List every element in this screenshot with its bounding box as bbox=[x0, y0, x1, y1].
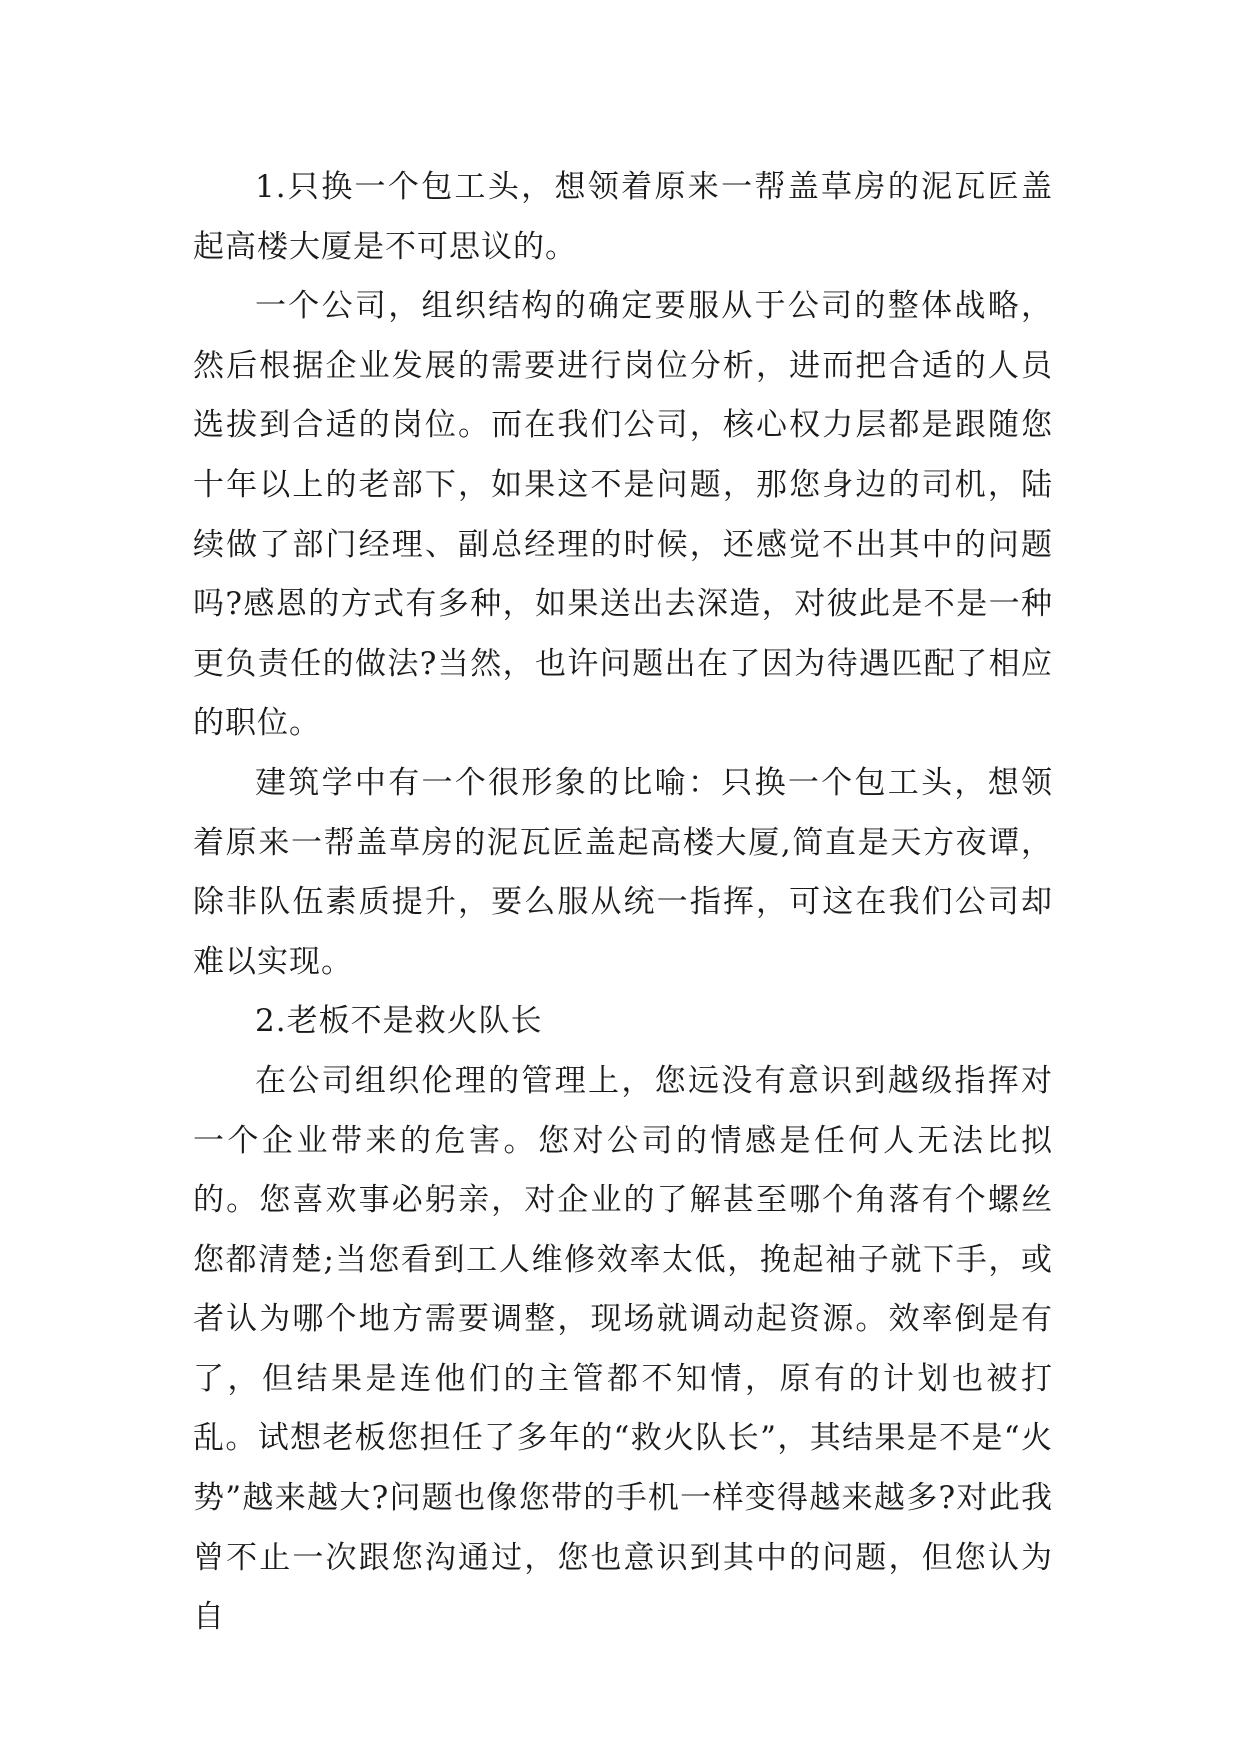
section-heading-1: 1.只换一个包工头，想领着原来一帮盖草房的泥瓦匠盖起高楼大厦是不可思议的。 bbox=[193, 169, 1053, 265]
paragraph: 一个公司，组织结构的确定要服从于公司的整体战略，然后根据企业发展的需要进行岗位分析，进而把合适的人员选拔到合适的岗位。而在我们公司，核心权力层都是跟随您十年以上的老部下，如果这不是问题，那您身边的司机，陆续做了部门经理、副总经理的时候，还感觉不出其中的问题吗?感恩的方式有多种，如果送出去深造，对彼此是不是一种更负责任的做法?当然，也许问题出在了因为待遇匹配了相应的职位。 bbox=[193, 288, 1053, 742]
paragraph: 建筑学中有一个很形象的比喻：只换一个包工头，想领着原来一帮盖草房的泥瓦匠盖起高楼大厦,简直是天方夜谭，除非队伍素质提升，要么服从统一指挥，可这在我们公司却难以实现。 bbox=[193, 764, 1053, 980]
section-heading-2: 2.老板不是救火队长 bbox=[255, 1003, 543, 1040]
paragraph: 在公司组织伦理的管理上，您远没有意识到越级指挥对一个企业带来的危害。您对公司的情感是任何人无法比拟的。您喜欢事必躬亲，对企业的了解甚至哪个角落有个螺丝您都清楚;当您看到工人维修效率太低，挽起袖子就下手，或者认为哪个地方需要调整，现场就调动起资源。效率倒是有了，但结果是连他们的主管都不知情，原有的计划也被打乱。试想老板您担任了多年的“救火队长”，其结果是不是“火势”越来越大?问题也像您带的手机一样变得越来越多?对此我曾不止一次跟您沟通过，您也意识到其中的问题，但您认为自 bbox=[193, 1062, 1053, 1636]
document-body bbox=[193, 158, 1053, 1648]
